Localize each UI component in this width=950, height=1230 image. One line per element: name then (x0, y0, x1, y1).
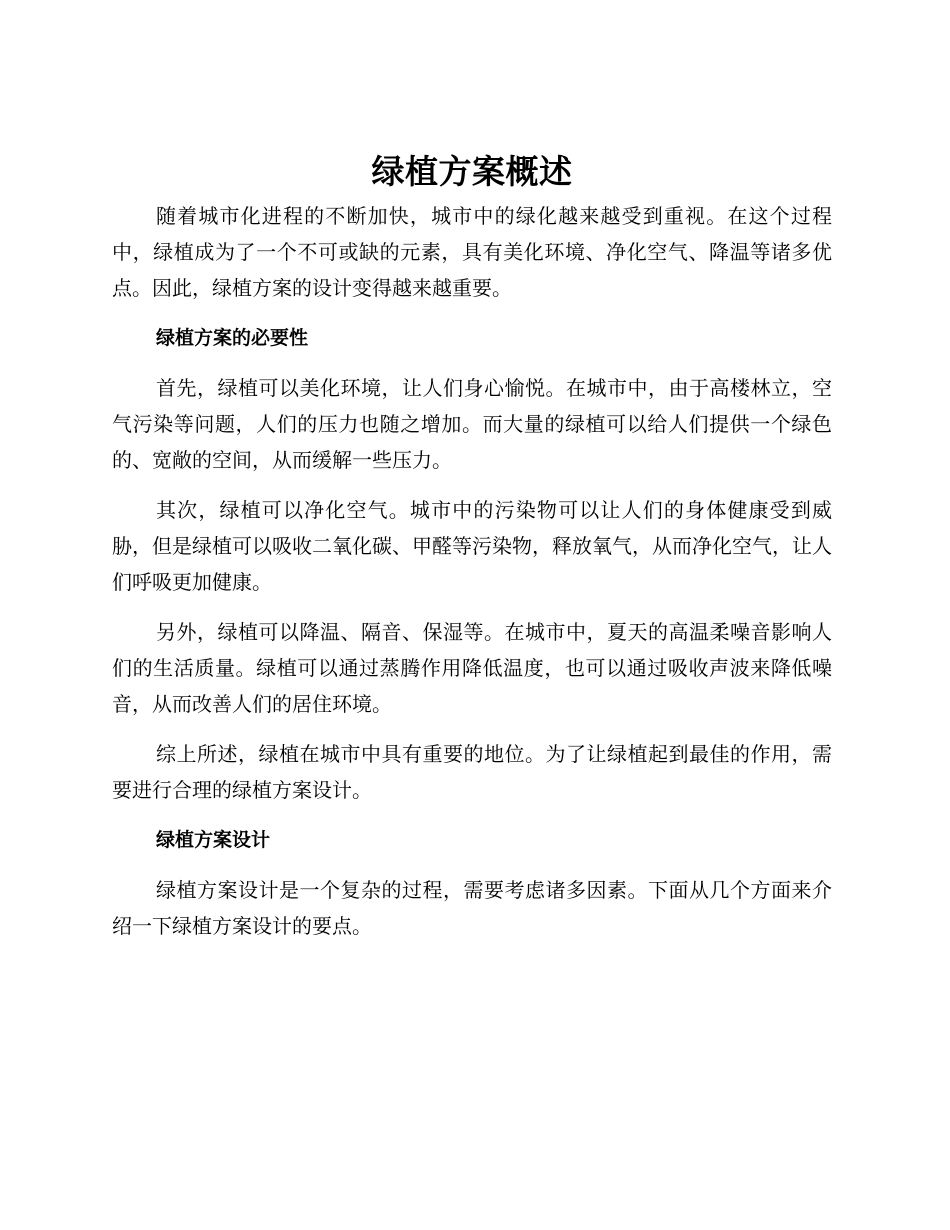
necessity-paragraph-purify: 其次，绿植可以净化空气。城市中的污染物可以让人们的身体健康受到威胁，但是绿植可以吸收二氧化碳、甲醛等污染物，释放氧气，从而净化空气，让人们呼吸更加健康。 (112, 498, 832, 594)
intro-paragraph: 随着城市化进程的不断加快，城市中的绿化越来越受到重视。在这个过程中，绿植成为了一个不可或缺的元素，具有美化环境、净化空气、降温等诸多优点。因此，绿植方案的设计变得越来越重要。 (112, 204, 832, 300)
necessity-paragraph-summary: 综上所述，绿植在城市中具有重要的地位。为了让绿植起到最佳的作用，需要进行合理的绿植方案设计。 (112, 742, 832, 802)
necessity-paragraph-cooling: 另外，绿植可以降温、隔音、保湿等。在城市中，夏天的高温柔噪音影响人们的生活质量。绿植可以通过蒸腾作用降低温度，也可以通过吸收声波来降低噪音，从而改善人们的居住环境。 (112, 620, 832, 716)
section-heading-design: 绿植方案设计 (156, 829, 271, 851)
document-body (112, 148, 832, 958)
page-title: 绿植方案概述 (371, 152, 573, 191)
section-heading-necessity: 绿植方案的必要性 (156, 327, 309, 349)
necessity-paragraph-beautify: 首先，绿植可以美化环境，让人们身心愉悦。在城市中，由于高楼林立，空气污染等问题，人们的压力也随之增加。而大量的绿植可以给人们提供一个绿色的、宽敞的空间，从而缓解一些压力。 (112, 376, 832, 472)
design-paragraph-intro: 绿植方案设计是一个复杂的过程，需要考虑诸多因素。下面从几个方面来介绍一下绿植方案设计的要点。 (112, 878, 832, 938)
